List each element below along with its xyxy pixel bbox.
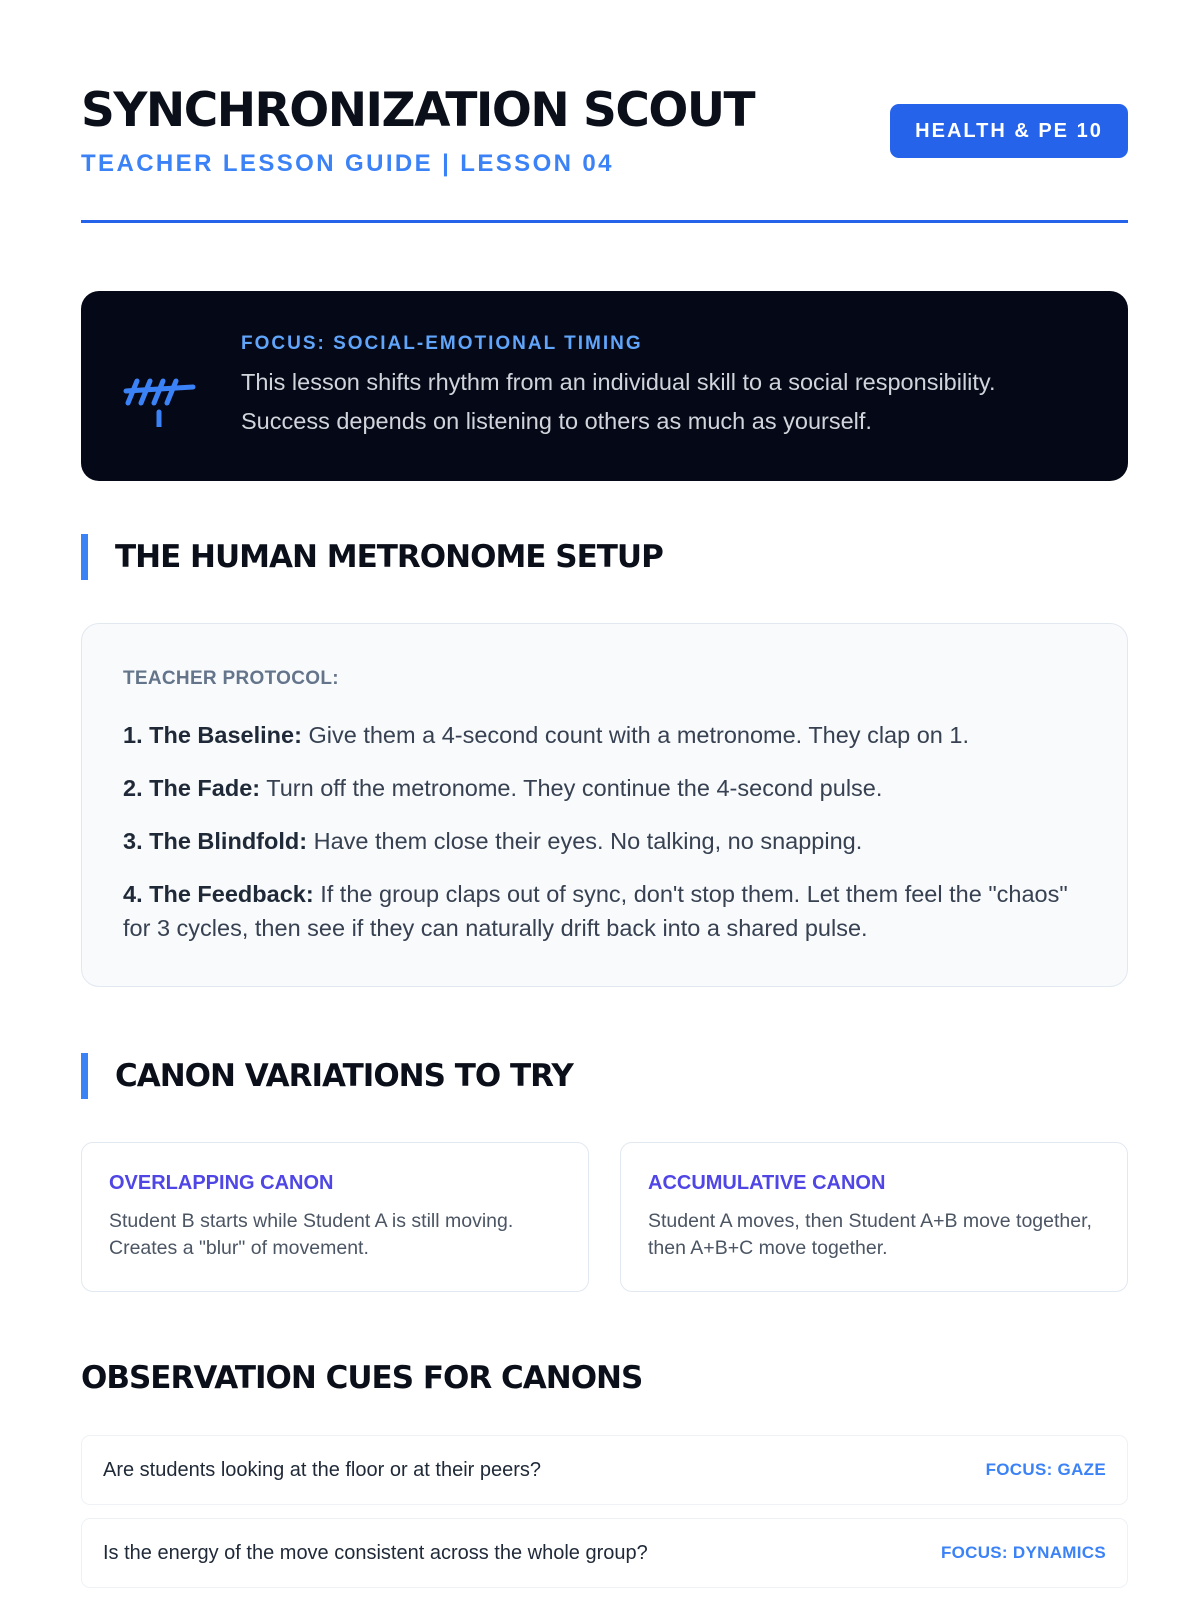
step-label: 4. The Feedback: [123, 881, 314, 907]
page-subtitle: TEACHER LESSON GUIDE | LESSON 04 [81, 150, 614, 177]
cue-text: Is the energy of the move consistent across the whole group? [103, 1541, 648, 1564]
header [81, 84, 1128, 224]
protocol-step [123, 771, 1083, 805]
section-title-canon: CANON VARIATIONS TO TRY [115, 1058, 573, 1094]
step-text: Turn off the metronome. They continue the 4-second pulse. [266, 775, 883, 801]
section-accent-bar [81, 534, 88, 580]
course-badge: HEALTH & PE 10 [890, 104, 1128, 158]
protocol-step [123, 877, 1083, 945]
header-divider [81, 220, 1128, 223]
section-accent-bar [81, 1053, 88, 1099]
step-text: Have them close their eyes. No talking, no snapping. [313, 828, 863, 854]
cue-text: Are students looking at the floor or at their peers? [103, 1458, 542, 1481]
teacher-protocol-box [81, 623, 1128, 987]
card-description: Student A moves, then Student A+B move together, then A+B+C move together. [648, 1210, 1092, 1259]
observation-cue-row [81, 1518, 1128, 1588]
page-title: SYNCHRONIZATION SCOUT [81, 83, 755, 138]
cue-focus-tag: FOCUS: DYNAMICS [940, 1543, 1106, 1562]
step-label: 2. The Fade: [123, 775, 261, 801]
step-label: 3. The Blindfold: [123, 828, 308, 854]
card-title: OVERLAPPING CANON [109, 1172, 334, 1194]
cue-focus-tag: FOCUS: GAZE [985, 1460, 1106, 1479]
protocol-step [123, 718, 1083, 752]
section-heading-setup [81, 534, 663, 580]
protocol-label: TEACHER PROTOCOL: [123, 668, 339, 689]
card-title: ACCUMULATIVE CANON [648, 1172, 886, 1194]
protocol-steps [123, 718, 1083, 964]
focus-description: This lesson shifts rhythm from an individual skill to a social responsibility. Success depends on listening to others as much as yourself. [241, 369, 996, 434]
step-label: 1. The Baseline: [123, 722, 302, 748]
card-description: Student B starts while Student A is still moving. Creates a "blur" of movement. [109, 1210, 514, 1259]
canon-card-overlapping [81, 1142, 589, 1292]
canon-card-accumulative [620, 1142, 1128, 1292]
focus-label: FOCUS: SOCIAL-EMOTIONAL TIMING [241, 333, 643, 354]
section-title-setup: THE HUMAN METRONOME SETUP [115, 539, 663, 575]
tally-marks-icon [123, 347, 203, 427]
step-text: Give them a 4-second count with a metronome. They clap on 1. [308, 722, 969, 748]
section-heading-canon [81, 1053, 573, 1099]
section-title-observation: OBSERVATION CUES FOR CANONS [81, 1360, 643, 1396]
protocol-step [123, 824, 1083, 858]
step-text: If the group claps out of sync, don't stop them. Let them feel the "chaos" for 3 cycles, then see if they can naturally drift back into a shared pulse. [123, 881, 1068, 941]
observation-cue-row [81, 1435, 1128, 1505]
focus-banner [81, 291, 1128, 481]
